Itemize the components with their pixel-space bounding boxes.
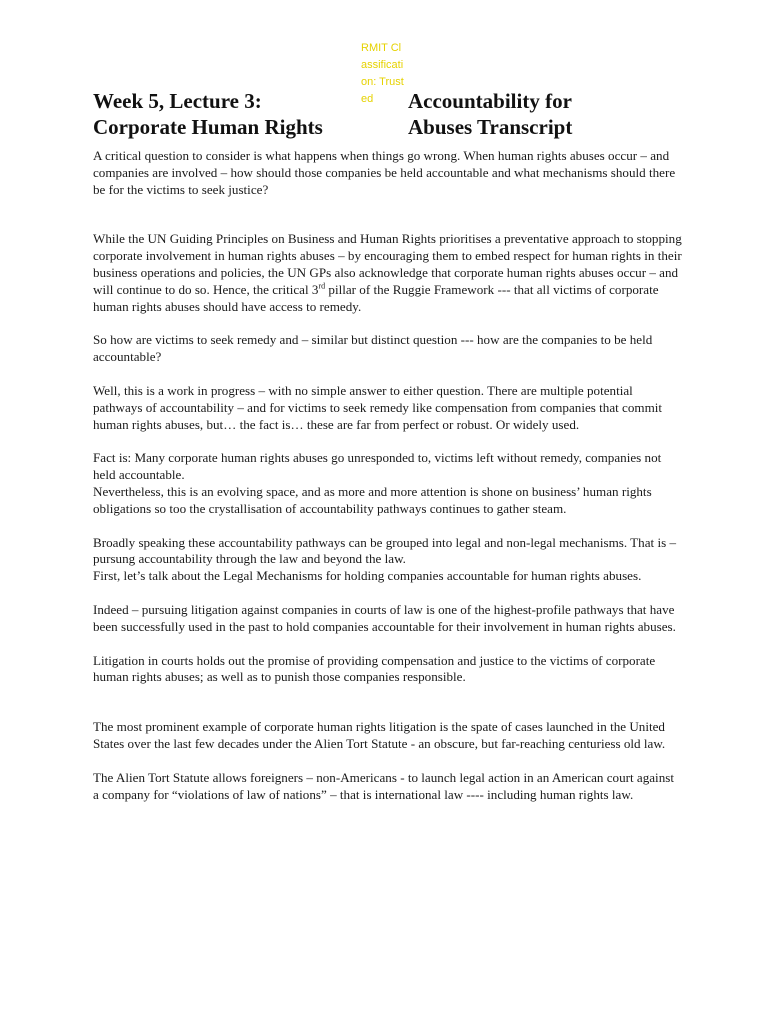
- title-line-1-right: Accountability for: [408, 89, 572, 113]
- paragraph: First, let’s talk about the Legal Mechanisms for holding companies accountable for human rights abuses.: [93, 568, 642, 584]
- paragraph: Fact is: Many corporate human rights abuses go unresponded to, victims left without remedy, companies not held accountable.: [93, 450, 662, 483]
- document-title-left: [93, 88, 323, 140]
- paragraph: A critical question to consider is what happens when things go wrong. When human rights abuses occur – and companies are involved – how should those companies be held accountable and what mechanisms should there be for the victims to seek justice?: [93, 148, 676, 197]
- paragraph-text: pillar of the Ruggie Framework --- that all victims of corporate human rights abuses should have access to remedy.: [93, 281, 659, 314]
- paragraph: The most prominent example of corporate human rights litigation is the spate of cases launched in the United States over the last few decades under the Alien Tort Statute - an obscure, but far-reaching centuriess old law.: [93, 719, 666, 751]
- superscript: rd: [318, 281, 326, 291]
- document-body: [93, 148, 683, 803]
- paragraph-text: While the UN Guiding Principles on Business and Human Rights prioritises a preventative approach to stopping corporate involvement in human rights abuses – by encouraging them to embed respect for human rights in their business operations and policies, the UN GPs also acknowledge that corporate human rights abuses occur – and will continue to do so. Hence, the critical 3: [93, 231, 682, 297]
- paragraph: Nevertheless, this is an evolving space, and as more and more attention is shone on business’ human rights obligations so too the crystallisation of accountability pathways continues to gather steam.: [93, 483, 652, 516]
- title-line-2-left: Corporate Human Rights: [93, 115, 323, 139]
- paragraph: The Alien Tort Statute allows foreigners – non-Americans - to launch legal action in an American court against a company for “violations of law of nations” – that is international law ---- including human rights law.: [93, 769, 674, 802]
- document-title-right: [408, 88, 572, 140]
- paragraph: Well, this is a work in progress – with no simple answer to either question. There are multiple potential pathways of accountability – and for victims to seek remedy like compensation from companies that commit human rights abuses, but… the fact is… these are far from perfect or robust. Or widely used.: [93, 382, 663, 432]
- title-line-2-right: Abuses Transcript: [408, 115, 573, 139]
- title-line-1-left: Week 5, Lecture 3:: [93, 89, 262, 113]
- paragraph: Indeed – pursuing litigation against companies in courts of law is one of the highest-profile pathways that have been successfully used in the past to hold companies accountable for their involvement in human rights abuses.: [93, 601, 676, 634]
- paragraph: Litigation in courts holds out the promise of providing compensation and justice to the victims of corporate human rights abuses; as well as to punish those companies responsible.: [93, 652, 656, 685]
- paragraph: Broadly speaking these accountability pathways can be grouped into legal and non-legal mechanisms. That is – pursung accountability through the law and beyond the law.: [93, 534, 676, 567]
- paragraph: So how are victims to seek remedy and – similar but distinct question --- how are the companies to be held accountable?: [93, 332, 653, 365]
- paragraph: [93, 231, 683, 315]
- classification-label: RMIT Classification: Trusted: [361, 42, 404, 105]
